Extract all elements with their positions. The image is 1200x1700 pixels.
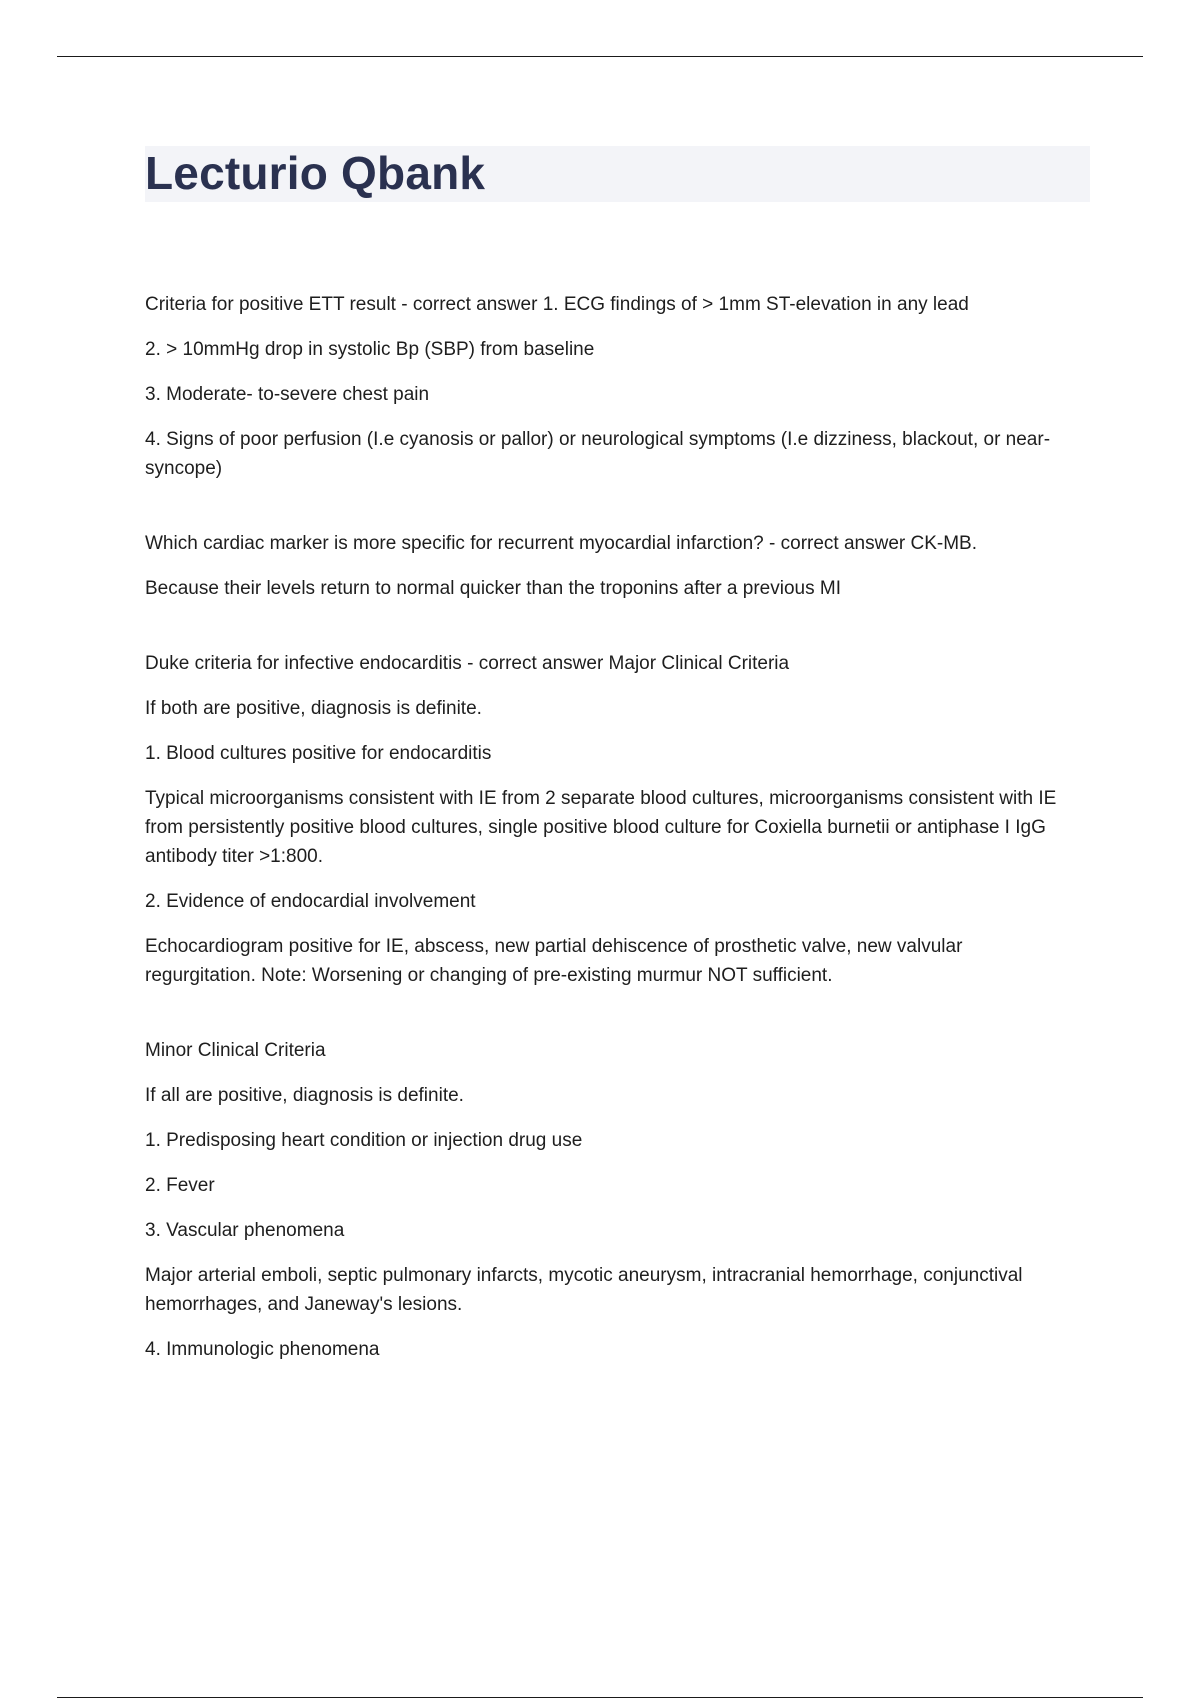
paragraph: 2. Evidence of endocardial involvement xyxy=(145,891,476,912)
paragraph: Duke criteria for infective endocarditis - correct answer Major Clinical Criteria xyxy=(145,653,790,674)
paragraph: Typical microorganisms consistent with IE from 2 separate blood cultures, microorganisms consistent with IE from persistently positive blood cultures, single positive blood culture for Coxiella burnetii or antiphase I IgG antibody titer >1:800. xyxy=(145,788,1057,867)
paragraph: Minor Clinical Criteria xyxy=(145,1040,326,1061)
paragraph: Major arterial emboli, septic pulmonary infarcts, mycotic aneurysm, intracranial hemorrhage, conjunctival hemorrhages, and Janeway's lesions. xyxy=(145,1265,1023,1315)
paragraph: 2. Fever xyxy=(145,1175,215,1196)
qa-block-cardiac-marker xyxy=(145,529,1075,603)
paragraph: Criteria for positive ETT result - correct answer 1. ECG findings of > 1mm ST-elevation in any lead xyxy=(145,294,969,315)
document-body xyxy=(145,290,1075,1380)
paragraph: Which cardiac marker is more specific for recurrent myocardial infarction? - correct answer CK-MB. xyxy=(145,533,978,554)
paragraph: 4. Signs of poor perfusion (I.e cyanosis or pallor) or neurological symptoms (I.e dizziness, blackout, or near-syncope) xyxy=(145,429,1051,479)
page-top-rule xyxy=(57,56,1143,57)
qa-block-ett-criteria xyxy=(145,290,1075,483)
page-title: Lecturio Qbank xyxy=(145,147,486,199)
paragraph: 2. > 10mmHg drop in systolic Bp (SBP) from baseline xyxy=(145,339,595,360)
paragraph: Echocardiogram positive for IE, abscess, new partial dehiscence of prosthetic valve, new valvular regurgitation. Note: Worsening or changing of pre-existing murmur NOT sufficient. xyxy=(145,936,963,986)
qa-block-duke-minor xyxy=(145,1036,1075,1364)
paragraph: 1. Blood cultures positive for endocarditis xyxy=(145,743,492,764)
paragraph: 3. Moderate- to-severe chest pain xyxy=(145,384,430,405)
qa-block-duke-major xyxy=(145,649,1075,990)
paragraph: 4. Immunologic phenomena xyxy=(145,1339,380,1360)
paragraph: If both are positive, diagnosis is definite. xyxy=(145,698,482,719)
paragraph: 3. Vascular phenomena xyxy=(145,1220,345,1241)
paragraph: If all are positive, diagnosis is definite. xyxy=(145,1085,464,1106)
paragraph: 1. Predisposing heart condition or injection drug use xyxy=(145,1130,583,1151)
paragraph: Because their levels return to normal quicker than the troponins after a previous MI xyxy=(145,578,841,599)
page-bottom-rule xyxy=(57,1697,1143,1698)
